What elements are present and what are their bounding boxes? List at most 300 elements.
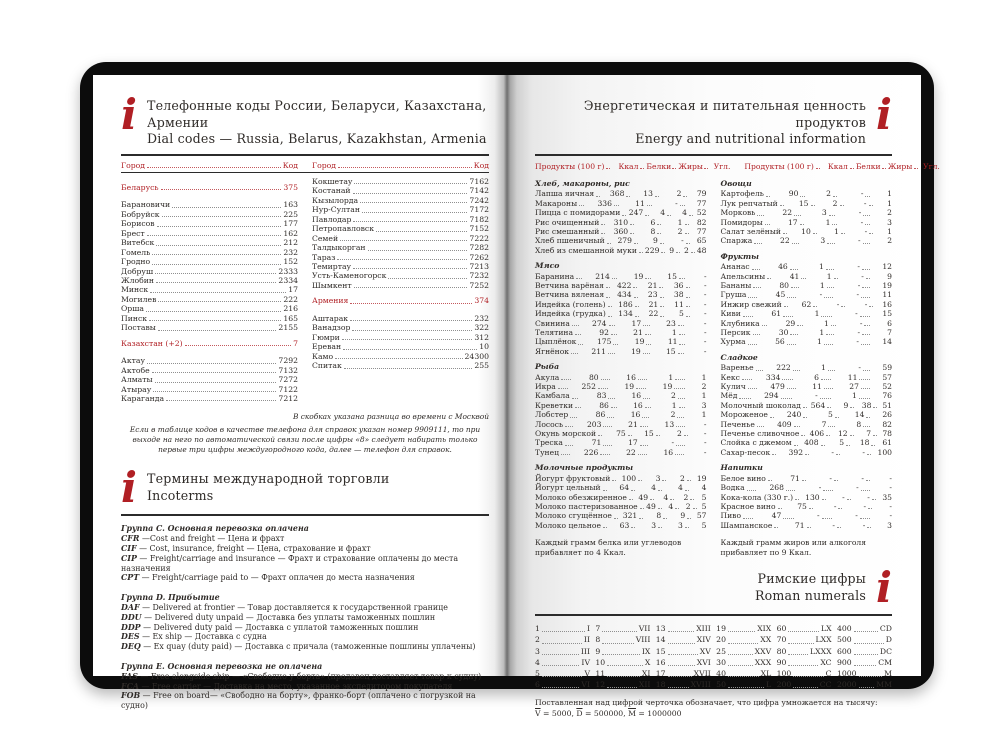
dot-leader	[678, 325, 685, 326]
incoterms-term: DEQ — Ex quay (duty paid) — Доставка с причала (таможенные пошлины уплачены)	[121, 642, 476, 652]
food-name: Помидоры	[720, 217, 763, 227]
carbs-value: -	[703, 337, 707, 347]
food-row	[535, 420, 707, 429]
protein-value: 8	[656, 511, 662, 521]
protein-value: 6	[814, 372, 819, 382]
dot-leader	[770, 417, 774, 418]
city-code: 152	[283, 257, 298, 267]
city-code: 7242	[469, 195, 489, 205]
arabic-number: 500	[836, 635, 852, 645]
dot-leader	[683, 196, 687, 197]
city-name: Тараз	[312, 252, 336, 262]
dot-leader	[607, 687, 637, 688]
city-code: 24300	[464, 351, 489, 361]
roman-numerals-title	[755, 568, 866, 604]
city-code: 2155	[278, 323, 298, 333]
protein-value: -	[842, 492, 845, 502]
roman-column	[837, 623, 892, 690]
subheader-rule	[121, 172, 489, 173]
roman-numeral: XII	[638, 680, 651, 690]
dot-leader	[753, 334, 761, 335]
dot-leader	[338, 167, 472, 168]
kcal-value: 46	[778, 262, 788, 272]
dot-leader	[152, 264, 281, 265]
dot-leader	[601, 233, 605, 234]
food-name: Водка	[720, 483, 745, 493]
dot-leader	[854, 665, 877, 666]
dot-leader	[638, 454, 647, 455]
kcal-value: 56	[775, 337, 785, 347]
protein-value: 1	[823, 318, 829, 328]
fat-value: 1	[668, 372, 674, 382]
dot-leader	[640, 168, 644, 169]
carbs-value: -	[889, 473, 892, 483]
dot-leader	[793, 676, 823, 677]
fat-value: 2	[683, 492, 689, 502]
dot-leader	[728, 631, 755, 632]
roman-row	[716, 668, 771, 679]
food-name: Рис смешанный	[535, 226, 600, 236]
city-code: 7252	[469, 280, 489, 290]
dot-leader	[607, 676, 640, 677]
food-row	[721, 391, 893, 400]
dot-leader	[823, 490, 832, 491]
dot-leader	[866, 278, 870, 279]
incoterms-title-en: Incoterms	[146, 487, 214, 503]
dot-leader	[643, 398, 650, 399]
dot-leader	[768, 480, 772, 481]
roman-row	[777, 634, 832, 645]
carbs-value: -	[703, 346, 707, 356]
arabic-number: 1000	[836, 668, 857, 678]
food-name: Рис очищенный	[535, 217, 600, 227]
roman-numeral: XV	[699, 646, 711, 656]
nutrition-column-1	[535, 179, 707, 558]
dot-leader	[826, 334, 834, 335]
fat-value: 13	[664, 419, 675, 429]
dot-leader	[578, 344, 583, 345]
arabic-number: 15	[655, 646, 666, 656]
city-name: Ереван	[312, 342, 342, 352]
kcal-value: 29	[785, 318, 796, 328]
dot-leader	[631, 490, 635, 491]
kcal-value: 130	[805, 492, 820, 502]
city-code: 7262	[469, 252, 489, 262]
dot-leader	[872, 499, 876, 500]
dot-leader	[728, 654, 753, 655]
city-name: Аштарак	[312, 313, 349, 323]
fat-value: 2	[680, 473, 685, 483]
roman-row	[595, 646, 650, 657]
dot-leader	[862, 334, 870, 335]
protein-value: -	[831, 447, 834, 457]
roman-numeral: LX	[820, 624, 832, 634]
dot-leader	[613, 344, 618, 345]
dot-leader	[542, 654, 579, 655]
roman-row	[595, 668, 650, 679]
city-row	[121, 356, 298, 365]
carbs-value: -	[703, 318, 707, 328]
fat-value: 4	[677, 483, 683, 493]
carbs-value: 12	[882, 262, 892, 272]
food-row	[721, 272, 893, 281]
fat-value: 1	[671, 400, 677, 410]
city-name: Талдыкорган	[312, 243, 366, 253]
dot-leader	[607, 243, 611, 244]
roman-note-text: Поставленная над цифрой черточка обозначает, что цифра умножается на тысячу:	[535, 698, 878, 708]
city-name: Нур-Султан	[312, 205, 360, 215]
roman-numeral: CM	[878, 657, 892, 667]
city-name: Актау	[121, 356, 145, 366]
food-name: Молоко цельное	[535, 520, 601, 530]
header-rule	[535, 614, 892, 616]
kcal-value: 80	[588, 372, 599, 382]
protein-value: 11	[812, 382, 822, 392]
kcal-label: Ккал	[618, 161, 639, 171]
carbs-value: 1	[887, 198, 892, 208]
food-row	[721, 328, 893, 337]
dot-leader	[606, 287, 610, 288]
arabic-number: 900	[836, 657, 852, 667]
kcal-value: 22	[782, 208, 793, 218]
kcal-value: 49	[638, 492, 649, 502]
city-name: Кызылорда	[312, 195, 359, 205]
arabic-number: 100	[776, 668, 792, 678]
protein-value: 19	[624, 382, 635, 392]
food-row	[721, 382, 893, 391]
city-code: 7212	[278, 394, 298, 404]
incoterms-code: CPT	[121, 573, 140, 583]
dot-leader	[155, 382, 277, 383]
time-difference-note: В скобках указана разница во времени с Москвой	[292, 412, 489, 422]
fat-value: 11	[847, 372, 858, 382]
incoterms-group-title: Группа C. Основная перевозка оплачена	[121, 524, 309, 534]
dot-leader	[600, 454, 609, 455]
column-header	[312, 161, 489, 170]
carbs-value: 16	[882, 299, 892, 309]
kcal-value: 75	[797, 501, 807, 511]
fat-value: -	[858, 236, 861, 246]
dot-leader	[153, 391, 276, 392]
dot-leader	[788, 643, 813, 644]
country-name: Казахстан (+2)	[121, 338, 183, 348]
dot-leader	[608, 398, 615, 399]
food-name: Кока-кола (330 г.)	[720, 492, 794, 502]
protein-value: 3	[820, 236, 826, 246]
food-name: Телятина	[535, 328, 574, 337]
protein-value: 4	[663, 492, 669, 502]
kcal-value: 479	[770, 382, 785, 392]
city-row	[121, 248, 298, 257]
roman-numeral: XI	[641, 668, 651, 678]
dot-leader	[742, 379, 753, 380]
fat-value: -	[856, 290, 860, 300]
fat-value: 2	[683, 245, 689, 255]
dot-leader	[850, 168, 854, 169]
dot-leader	[865, 196, 870, 197]
city-code: 232	[283, 247, 298, 257]
dot-leader	[838, 508, 842, 509]
dot-leader	[813, 233, 817, 234]
kcal-value: 100	[621, 473, 637, 483]
kcal-value: 30	[778, 328, 789, 337]
dot-leader	[821, 316, 831, 317]
fat-value: -	[862, 520, 866, 530]
kcal-value: 10	[801, 226, 811, 236]
protein-value: 13	[643, 189, 653, 199]
roman-row	[535, 657, 590, 668]
fat-value: 1	[671, 328, 677, 337]
dot-leader	[728, 665, 753, 666]
dot-leader	[675, 379, 684, 380]
arabic-number: 200	[776, 680, 792, 690]
incoterms-group	[121, 593, 489, 652]
roman-row	[777, 657, 832, 668]
dot-leader	[155, 273, 276, 274]
dot-leader	[854, 654, 878, 655]
food-name: Инжир свежий	[720, 299, 782, 309]
city-code: 7152	[469, 224, 489, 234]
dial-codes-title-ru: Телефонные коды России, Беларуси, Казахстана, Армении	[146, 98, 487, 130]
dot-leader	[754, 243, 761, 244]
carbs-value: -	[889, 501, 892, 511]
roman-numeral: XVI	[696, 657, 711, 667]
protein-label: Белки	[646, 161, 672, 171]
dot-leader	[687, 480, 691, 481]
dot-leader	[748, 344, 757, 345]
food-row	[535, 493, 707, 502]
arabic-number: 13	[655, 624, 666, 634]
food-name: Ананас	[720, 262, 750, 272]
dot-leader	[162, 216, 282, 217]
food-row	[721, 521, 893, 530]
city-row	[121, 219, 298, 228]
dot-leader	[598, 435, 602, 436]
dot-leader	[862, 269, 870, 270]
food-name: Тунец	[535, 447, 559, 457]
dot-leader	[156, 245, 281, 246]
city-code: 7162	[469, 176, 489, 186]
dot-leader	[704, 168, 708, 169]
dot-leader	[362, 212, 467, 213]
nutrition-title	[535, 95, 866, 148]
protein-value: -	[818, 483, 822, 493]
dot-leader	[645, 215, 649, 216]
protein-value: 1	[814, 309, 820, 319]
dot-leader	[354, 287, 468, 288]
arabic-number: 8	[595, 635, 601, 645]
city-code: 2333	[278, 266, 298, 276]
kcal-value: 279	[617, 236, 632, 246]
dial-column-2	[312, 177, 489, 404]
roman-numeral: II	[583, 635, 590, 645]
dot-leader	[686, 306, 690, 307]
dot-leader	[343, 349, 477, 350]
right-page	[507, 75, 940, 718]
country-code: 374	[474, 296, 489, 306]
roman-numeral: C	[825, 668, 832, 678]
roman-row	[656, 679, 711, 690]
products-label: Продукты (100 г)	[535, 161, 605, 171]
dot-leader	[668, 631, 695, 632]
protein-value: 1	[819, 328, 825, 337]
food-row	[721, 363, 893, 372]
carbs-value: -	[703, 419, 707, 429]
city-name: Брест	[121, 228, 145, 238]
roman-row	[656, 634, 711, 645]
incoterms-term: DDU — Delivered duty unpaid — Доставка без уплаты таможенных пошлин	[121, 612, 436, 622]
dot-leader	[655, 196, 659, 197]
food-name: Ягнёнок	[535, 346, 570, 356]
fat-value: -	[863, 501, 867, 511]
dot-leader	[728, 687, 764, 688]
carbs-value: 82	[882, 419, 893, 429]
dot-leader	[868, 508, 872, 509]
dot-leader	[794, 445, 798, 446]
incoterms-title	[147, 468, 389, 504]
city-name: Ванадзор	[312, 323, 351, 333]
dot-leader	[859, 676, 883, 677]
protein-value: 17	[631, 318, 642, 328]
dot-leader	[800, 196, 805, 197]
dot-leader	[647, 205, 652, 206]
protein-value: 1	[819, 280, 825, 290]
dot-leader	[657, 233, 661, 234]
food-row	[721, 309, 893, 318]
dot-leader	[633, 287, 637, 288]
dot-leader	[757, 215, 764, 216]
dot-leader	[680, 205, 685, 206]
roman-numeral: D	[885, 635, 892, 645]
roman-numeral: MM	[876, 680, 892, 690]
dot-leader	[693, 508, 697, 509]
kcal-value: 434	[617, 290, 632, 300]
dot-leader	[783, 233, 787, 234]
fat-value: -	[856, 483, 859, 493]
arabic-number: 70	[776, 635, 787, 645]
city-name: Борисов	[121, 219, 155, 229]
dot-leader	[660, 306, 664, 307]
city-row	[312, 253, 489, 262]
units-header	[744, 162, 939, 171]
dot-leader	[828, 370, 835, 371]
incoterms-groups	[121, 524, 489, 711]
food-section-title: Рыба	[535, 362, 560, 372]
food-sections	[535, 179, 707, 530]
nutrition-column-2	[721, 179, 893, 558]
kcal-value: 41	[789, 271, 800, 281]
dot-leader	[837, 527, 841, 528]
incoterms-section	[121, 463, 489, 711]
food-name: Белое вино	[720, 473, 766, 483]
carbs-value: 48	[696, 245, 707, 255]
dot-leader	[662, 480, 666, 481]
food-row	[535, 502, 707, 511]
roman-numeral: X	[644, 657, 651, 667]
protein-kcal-note: Каждый грамм белка или углеводов прибавляет по 4 Ккал.	[535, 538, 682, 558]
protein-value: 3	[651, 520, 657, 530]
fat-value: -	[859, 318, 863, 328]
dot-leader	[335, 358, 462, 359]
food-row	[535, 300, 707, 309]
food-row	[721, 227, 893, 236]
dot-leader	[861, 344, 870, 345]
kcal-value: 134	[618, 309, 633, 319]
dot-leader	[146, 311, 281, 312]
fat-value: -	[860, 189, 864, 199]
dot-leader	[863, 215, 870, 216]
dot-leader	[854, 631, 878, 632]
food-section-title: Фрукты	[720, 251, 759, 261]
dot-leader	[676, 252, 680, 253]
dot-leader	[847, 499, 851, 500]
city-name: Усть-Каменогорск	[312, 271, 387, 281]
roman-row	[595, 679, 650, 690]
roman-numerals-table	[535, 623, 892, 690]
dot-leader	[803, 417, 807, 418]
dot-leader	[626, 196, 630, 197]
dot-leader	[802, 480, 806, 481]
dot-leader	[645, 407, 651, 408]
city-code: 165	[283, 313, 298, 323]
dot-leader	[689, 215, 693, 216]
city-row	[121, 285, 298, 294]
protein-value: 19	[631, 346, 641, 356]
roman-row	[656, 646, 711, 657]
protein-value: -	[816, 511, 820, 521]
city-code: 7232	[469, 271, 489, 281]
dot-leader	[668, 687, 689, 688]
dot-leader	[606, 297, 610, 298]
dot-leader	[608, 316, 612, 317]
protein-value: 1	[819, 262, 824, 272]
city-code-column-headers	[121, 161, 489, 170]
dot-leader	[748, 388, 757, 389]
kcal-value: 240	[786, 410, 802, 420]
food-name: Красное вино	[720, 501, 776, 511]
dot-leader	[841, 233, 845, 234]
dot-leader	[859, 379, 870, 380]
dot-leader	[634, 243, 638, 244]
dot-leader	[579, 205, 584, 206]
city-code: 163	[283, 200, 298, 210]
food-row	[721, 262, 893, 271]
roman-numeral: III	[580, 646, 590, 656]
dot-leader	[728, 643, 758, 644]
fat-value: 16	[663, 447, 674, 457]
kcal-value: 90	[788, 189, 799, 199]
kcal-value: 336	[597, 198, 612, 208]
food-row	[535, 319, 707, 328]
fat-value: 2	[677, 226, 683, 236]
roman-row	[535, 679, 590, 690]
fat-value: 2	[676, 429, 682, 439]
roman-row	[837, 646, 892, 657]
food-section-title: Сладкое	[720, 352, 758, 362]
kcal-value: 75	[616, 429, 626, 439]
kcal-value: 368	[609, 189, 625, 199]
incoterms-group	[121, 662, 489, 711]
dot-leader	[602, 654, 640, 655]
carbs-value: -	[703, 309, 707, 319]
incoterms-code: DES	[121, 632, 140, 642]
fat-value: -	[858, 208, 862, 218]
overlined-numeral: $\overline{V}$	[535, 708, 541, 718]
city-name: Минск	[121, 285, 149, 295]
dot-leader	[801, 278, 805, 279]
fat-value: 27	[849, 382, 859, 392]
dot-leader	[795, 499, 799, 500]
